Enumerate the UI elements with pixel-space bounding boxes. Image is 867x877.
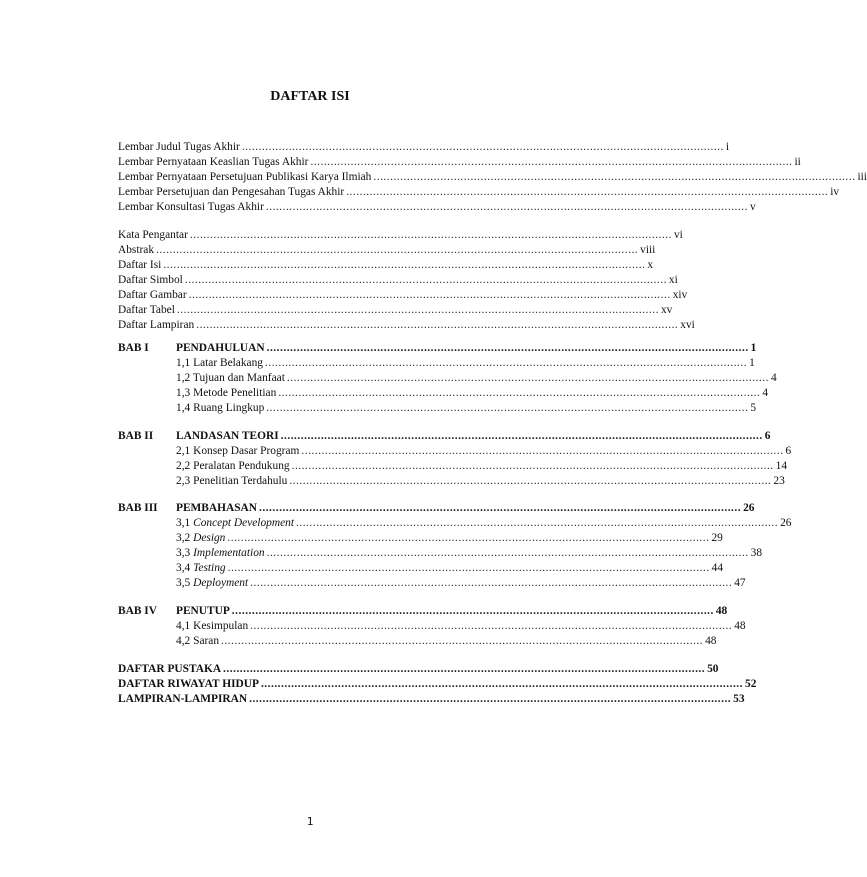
toc-entry-page: iv (830, 186, 840, 198)
chapter-title: PENDAHULUAN (176, 342, 265, 354)
chapter-page: 26 (743, 502, 755, 514)
chapter-number: BAB II (118, 430, 154, 442)
section-title: Peralatan Pendukung (193, 460, 290, 472)
toc-entry[interactable] (118, 258, 654, 273)
section-title: Penelitian Terdahulu (193, 475, 288, 487)
section-number: 3,4 (176, 562, 191, 574)
toc-entry[interactable] (118, 200, 756, 215)
toc-entry[interactable] (118, 185, 840, 200)
section-entry[interactable] (176, 576, 746, 591)
section-number: 1,1 (176, 357, 191, 369)
chapter-title: LANDASAN TEORI (176, 430, 279, 442)
toc-entry[interactable] (118, 155, 801, 170)
section-entry[interactable] (176, 561, 724, 576)
section-page: 4 (762, 387, 769, 399)
section-page: 38 (750, 547, 763, 559)
section-number: 3,1 (176, 517, 191, 529)
chapter-page: 48 (715, 605, 728, 617)
toc-entry-label: Daftar Lampiran (118, 319, 195, 331)
section-title: Konsep Dasar Program (193, 445, 300, 457)
section-title: Implementation (193, 547, 265, 559)
leader-dots: ................................................................................................................................................ (227, 532, 710, 544)
toc-entry-label: Lembar Persetujuan dan Pengesahan Tugas Akhir (118, 186, 345, 198)
leader-dots: ................................................................................................................................................ (278, 387, 761, 399)
toc-entry[interactable] (118, 140, 730, 155)
section-entry[interactable] (176, 546, 763, 561)
leader-dots: ................................................................................................................................................ (259, 502, 742, 514)
leader-dots: ................................................................................................................................................ (196, 319, 679, 331)
toc-entry-label: Daftar Gambar (118, 289, 187, 301)
section-title: Ruang Lingkup (193, 402, 265, 414)
section-entry[interactable] (176, 531, 723, 546)
section-entry[interactable] (176, 356, 755, 371)
toc-entry-page: vi (673, 229, 683, 241)
chapter-page: 1 (750, 342, 757, 354)
leader-dots: ................................................................................................................................................ (184, 274, 667, 286)
section-page: 4 (770, 372, 777, 384)
leader-dots: ................................................................................................................................................ (265, 201, 748, 213)
leader-dots: ................................................................................................................................................ (291, 460, 774, 472)
leader-dots: ................................................................................................................................................ (310, 156, 793, 168)
section-title: Saran (193, 635, 220, 647)
section-entry[interactable] (176, 386, 769, 401)
section-title: Latar Belakang (193, 357, 263, 369)
leader-dots: ................................................................................................................................................ (156, 244, 639, 256)
toc-entry-label: Lembar Judul Tugas Akhir (118, 141, 240, 153)
section-entry[interactable] (176, 459, 788, 474)
section-page: 23 (773, 475, 785, 487)
section-title: Testing (193, 562, 226, 574)
leader-dots: ................................................................................................................................................ (241, 141, 724, 153)
toc-entry[interactable] (118, 243, 656, 258)
section-entry[interactable] (176, 371, 777, 386)
section-page: 29 (711, 532, 723, 544)
section-entry[interactable] (176, 619, 746, 634)
section-number: 3,2 (176, 532, 191, 544)
section-page: 44 (711, 562, 724, 574)
toc-entry-label: DAFTAR PUSTAKA (118, 663, 222, 675)
toc-entry[interactable] (118, 303, 673, 318)
leader-dots: ................................................................................................................................................ (265, 357, 748, 369)
section-entry[interactable] (176, 474, 785, 489)
toc-entry-page: 52 (745, 678, 757, 690)
section-title: Tujuan dan Manfaat (192, 372, 285, 384)
chapter-number: BAB III (118, 502, 158, 514)
section-page: 26 (780, 517, 792, 529)
toc-entry[interactable] (118, 318, 695, 333)
leader-dots: ................................................................................................................................................ (189, 229, 672, 241)
section-page: 48 (705, 635, 717, 647)
toc-entry-label: Lembar Pernyataan Keaslian Tugas Akhir (118, 156, 309, 168)
toc-entry-label: Abstrak (118, 244, 155, 256)
section-number: 1,2 (176, 372, 191, 384)
section-page: 6 (785, 445, 792, 457)
leader-dots: ................................................................................................................................................ (266, 342, 749, 354)
toc-entry-label: DAFTAR RIWAYAT HIDUP (118, 678, 259, 690)
leader-dots: ................................................................................................................................................ (286, 372, 769, 384)
chapter-title: PENUTUP (176, 605, 230, 617)
section-entry[interactable] (176, 444, 792, 459)
leader-dots: ................................................................................................................................................ (227, 562, 710, 574)
section-page: 47 (734, 577, 746, 589)
toc-entry-page: v (749, 201, 756, 213)
toc-entry-label: Daftar Isi (118, 259, 162, 271)
leader-dots: ................................................................................................................................................ (266, 402, 749, 414)
toc-entry-page: xv (660, 304, 673, 316)
section-number: 2,2 (176, 460, 191, 472)
toc-entry[interactable] (118, 662, 719, 677)
leader-dots: ................................................................................................................................................ (223, 663, 706, 675)
toc-entry[interactable] (118, 692, 745, 707)
leader-dots: ................................................................................................................................................ (176, 304, 659, 316)
toc-entry-page: xi (668, 274, 678, 286)
leader-dots: ................................................................................................................................................ (266, 547, 749, 559)
section-number: 2,3 (176, 475, 191, 487)
toc-entry-label: Daftar Simbol (118, 274, 183, 286)
section-number: 3,5 (176, 577, 191, 589)
toc-entry[interactable] (118, 170, 867, 185)
section-entry[interactable] (176, 516, 792, 531)
toc-entry[interactable] (118, 273, 678, 288)
toc-entry-page: i (725, 141, 730, 153)
chapter-entry[interactable] (118, 341, 757, 356)
chapter-page: 6 (764, 430, 771, 442)
leader-dots: ................................................................................................................................................ (249, 693, 732, 705)
chapter-number: BAB I (118, 342, 149, 354)
chapter-entry[interactable] (118, 604, 728, 619)
page-title: DAFTAR ISI (270, 89, 350, 104)
section-page: 5 (750, 402, 757, 414)
chapter-entry[interactable] (118, 429, 771, 444)
section-title: Metode Penelitian (193, 387, 277, 399)
section-number: 4,1 (176, 620, 191, 632)
section-page: 1 (749, 357, 755, 369)
leader-dots: ................................................................................................................................................ (280, 430, 763, 442)
section-number: 4,2 (176, 635, 191, 647)
section-page: 48 (734, 620, 746, 632)
leader-dots: ................................................................................................................................................ (188, 289, 671, 301)
section-number: 1,4 (176, 402, 191, 414)
section-title: Deployment (193, 577, 249, 589)
toc-entry-page: 50 (707, 663, 719, 675)
toc-entry-page: xiv (672, 289, 688, 301)
page-number: 1 (306, 815, 314, 828)
leader-dots: ................................................................................................................................................ (250, 620, 733, 632)
toc-entry-label: LAMPIRAN-LAMPIRAN (118, 693, 248, 705)
toc-entry-label: Kata Pengantar (118, 229, 188, 241)
toc-entry-page: iii (857, 171, 867, 183)
leader-dots: ................................................................................................................................................ (346, 186, 829, 198)
leader-dots: ................................................................................................................................................ (221, 635, 704, 647)
section-entry[interactable] (176, 634, 717, 649)
toc-entry-page: x (647, 259, 654, 271)
section-number: 3,3 (176, 547, 191, 559)
toc-entry[interactable] (118, 228, 683, 243)
section-number: 1,3 (176, 387, 191, 399)
chapter-number: BAB IV (118, 605, 157, 617)
toc-entry-page: ii (794, 156, 801, 168)
section-title: Kesimpulan (193, 620, 249, 632)
toc-entry-label: Lembar Konsultasi Tugas Akhir (118, 201, 264, 213)
toc-entry[interactable] (118, 288, 688, 303)
leader-dots: ................................................................................................................................................ (231, 605, 714, 617)
toc-entry-page: 53 (733, 693, 745, 705)
chapter-title: PEMBAHASAN (176, 502, 258, 514)
leader-dots: ................................................................................................................................................ (296, 517, 779, 529)
section-title: Design (193, 532, 226, 544)
toc-entry-page: xvi (680, 319, 695, 331)
leader-dots: ................................................................................................................................................ (163, 259, 646, 271)
leader-dots: ................................................................................................................................................ (289, 475, 772, 487)
chapter-entry[interactable] (118, 501, 755, 516)
toc-entry[interactable] (118, 677, 757, 692)
leader-dots: ................................................................................................................................................ (373, 171, 856, 183)
section-page: 14 (775, 460, 788, 472)
toc-entry-label: Lembar Pernyataan Persetujuan Publikasi Karya Ilmiah (118, 171, 372, 183)
toc-entry-page: viii (640, 244, 656, 256)
section-title: Concept Development (193, 517, 295, 529)
section-number: 2,1 (176, 445, 191, 457)
leader-dots: ................................................................................................................................................ (301, 445, 784, 457)
leader-dots: ................................................................................................................................................ (260, 678, 743, 690)
section-entry[interactable] (176, 401, 757, 416)
leader-dots: ................................................................................................................................................ (250, 577, 733, 589)
toc-entry-label: Daftar Tabel (118, 304, 175, 316)
